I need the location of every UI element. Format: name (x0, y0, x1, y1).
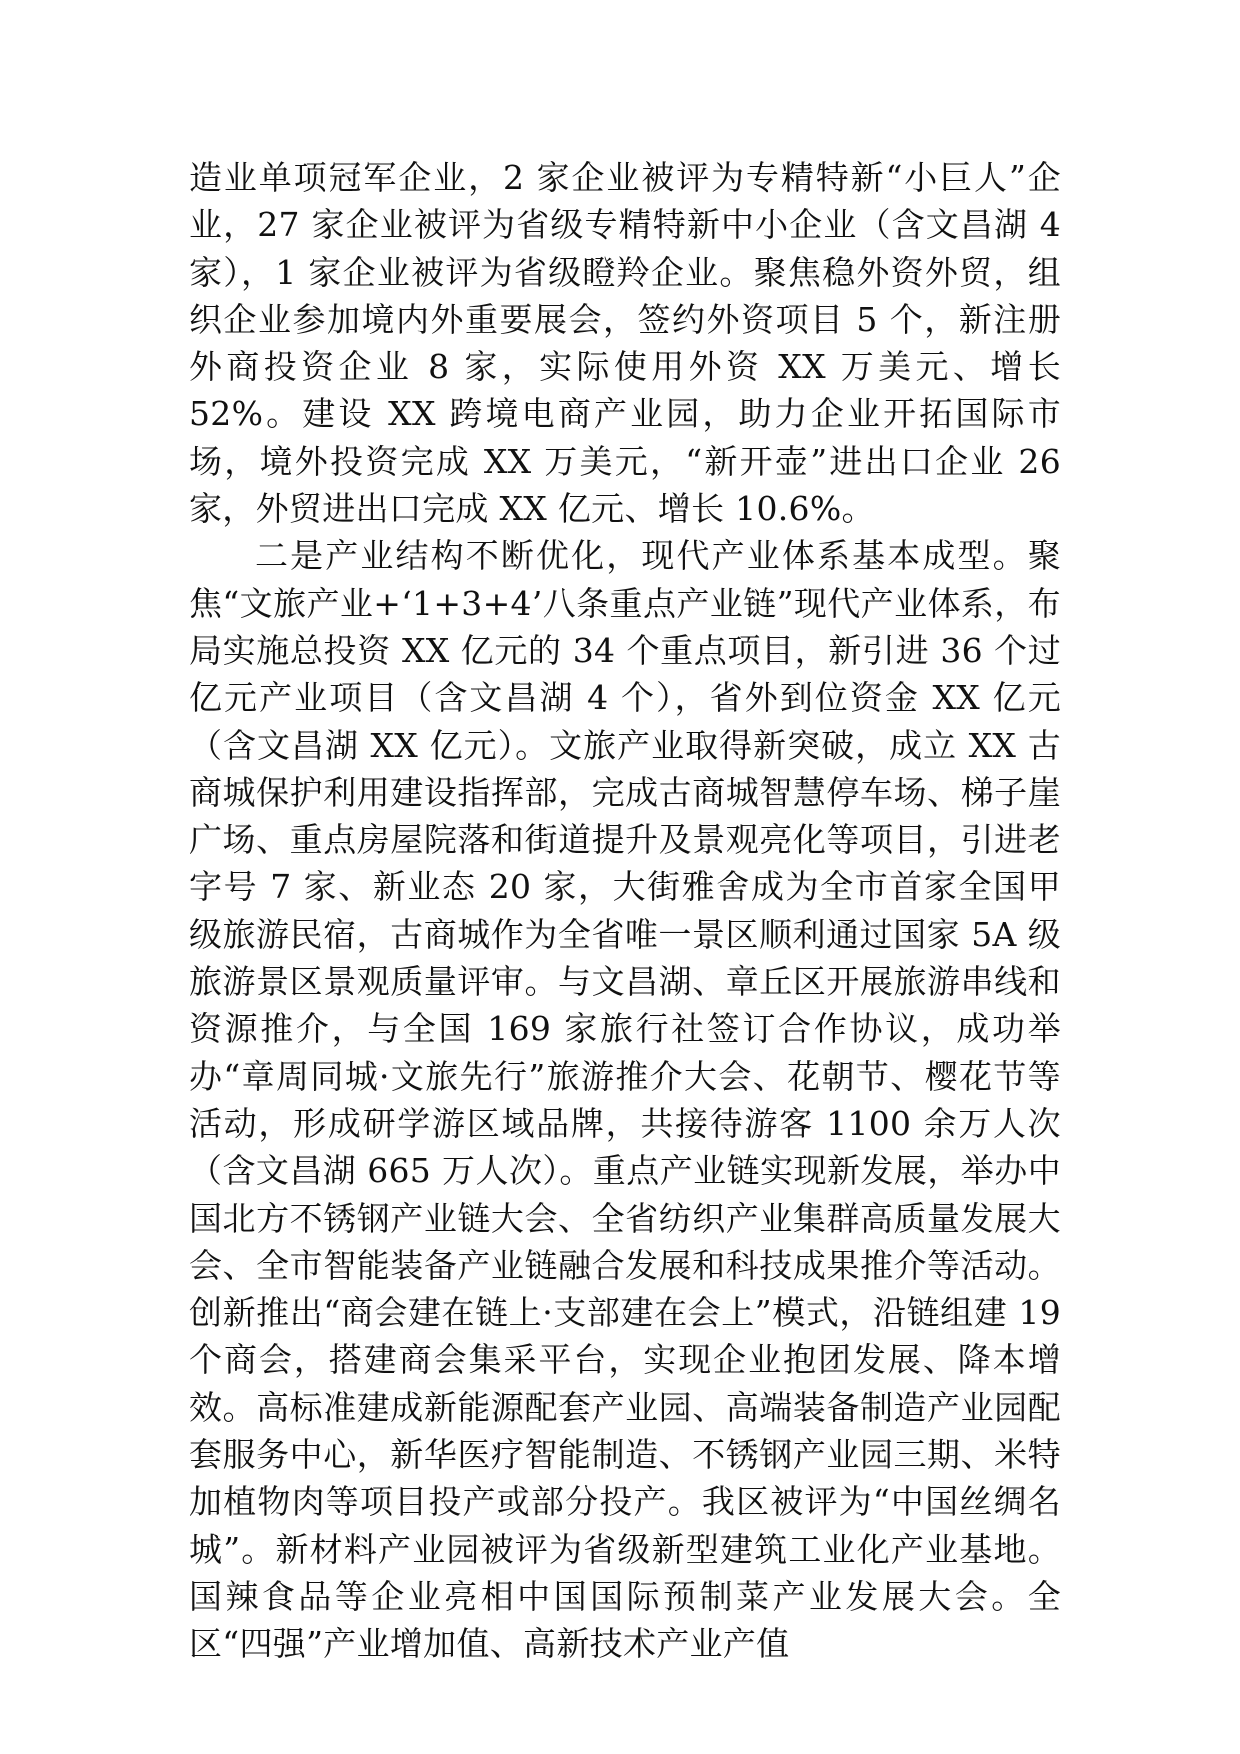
paragraph-continuation: 造业单项冠军企业，2 家企业被评为专精特新“小巨人”企业，27 家企业被评为省级专精特新中小企业（含文昌湖 4 家），1 家企业被评为省级瞪羚企业。聚焦稳外资外贸，组织企业参加境内外重要展会，签约外资项目 5 个，新注册外商投资企业 8 家，实际使用外资 XX 万美元、增长 52%。建设 XX 跨境电商产业园，助力企业开拓国际市场，境外投资完成 XX 万美元，“新开壶”进出口企业 26 家，外贸进出口完成 XX 亿元、增长 10.6%。 (189, 158, 1061, 529)
paragraph-industry-structure: 二是产业结构不断优化，现代产业体系基本成型。聚焦“文旅产业+‘1+3+4’八条重点产业链”现代产业体系，布局实施总投资 XX 亿元的 34 个重点项目，新引进 36 个过亿元产业项目（含文昌湖 4 个），省外到位资金 XX 亿元（含文昌湖 XX 亿元）。文旅产业取得新突破，成立 XX 古商城保护利用建设指挥部，完成古商城智慧停车场、梯子崖广场、重点房屋院落和街道提升及景观亮化等项目，引进老字号 7 家、新业态 20 家，大街雅舍成为全市首家全国甲级旅游民宿，古商城作为全省唯一景区顺利通过国家 5A 级旅游景区景观质量评审。与文昌湖、章丘区开展旅游串线和资源推介，与全国 169 家旅行社签订合作协议，成功举办“章周同城·文旅先行”旅游推介大会、花朝节、樱花节等活动，形成研学游区域品牌，共接待游客 1100 余万人次（含文昌湖 665 万人次）。重点产业链实现新发展，举办中国北方不锈钢产业链大会、全省纺织产业集群高质量发展大会、全市智能装备产业链融合发展和科技成果推介等活动。创新推出“商会建在链上·支部建在会上”模式，沿链组建 19 个商会，搭建商会集采平台，实现企业抱团发展、降本增效。高标准建成新能源配套产业园、高端装备制造产业园配套服务中心，新华医疗智能制造、不锈钢产业园三期、米特加植物肉等项目投产或部分投产。我区被评为“中国丝绸名城”。新材料产业园被评为省级新型建筑工业化产业基地。国辣食品等企业亮相中国国际预制菜产业发展大会。全区“四强”产业增加值、高新技术产业产值 (189, 536, 1061, 1664)
body-text (189, 154, 1061, 1668)
